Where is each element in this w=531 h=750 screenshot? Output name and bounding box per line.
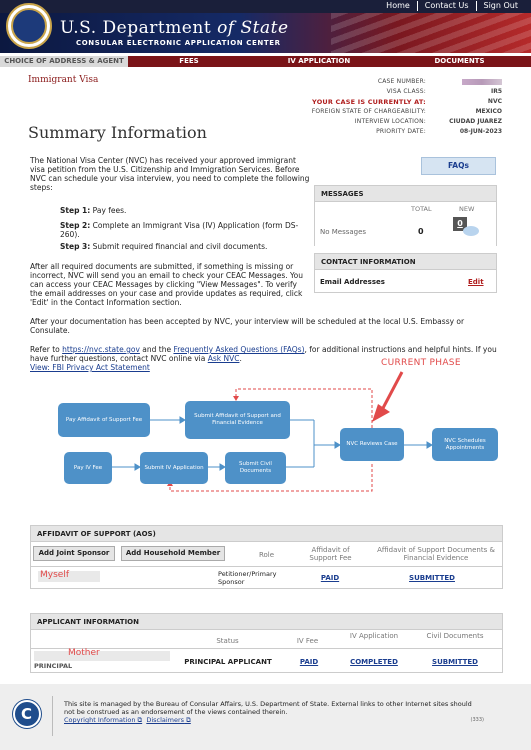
- visa-class-label: VISA CLASS:: [386, 88, 426, 95]
- sponsor-annotation: Myself: [40, 570, 69, 580]
- visa-class-value: IR5: [490, 88, 502, 95]
- flow-submit-aos: Submit Affidavit of Support and Financial Evidence: [185, 401, 290, 439]
- flag-stripes: [331, 13, 531, 53]
- step-3: Step 3: Submit required financial and civil documents.: [60, 242, 268, 251]
- case-status-label: YOUR CASE IS CURRENTLY AT:: [312, 98, 426, 106]
- case-status-value: NVC: [487, 98, 502, 105]
- consular-affairs-logo-icon: [13, 700, 41, 728]
- contact-panel: [314, 253, 497, 293]
- home-link[interactable]: Home: [386, 1, 410, 10]
- section-label: Immigrant Visa: [28, 75, 99, 85]
- copyright-link[interactable]: Copyright Information ⧉: [64, 716, 143, 724]
- case-number-label: CASE NUMBER:: [377, 78, 426, 85]
- applicant-col-documents: Civil Documents: [426, 632, 484, 640]
- case-number-redacted: [462, 79, 502, 85]
- new-messages-count[interactable]: 0: [453, 217, 467, 231]
- interview-location-label: INTERVIEW LOCATION:: [354, 118, 426, 125]
- aos-col-docs: Affidavit of Support Documents & Financial Evidence: [377, 546, 495, 562]
- state-department-seal-icon: [6, 3, 52, 49]
- refer-paragraph: Refer to https://nvc.state.gov and the Frequently Asked Questions (FAQs), for additional instructions and helpful hints. If you have further questions, contact NVC online via Ask NVC. View: FBI Privacy Act Statement: [30, 345, 497, 372]
- priority-date-label: PRIORITY DATE:: [376, 128, 426, 135]
- sponsor-role: Petitioner/Primary Sponsor: [218, 570, 277, 586]
- email-addresses-label: Email Addresses: [320, 278, 385, 286]
- intro-paragraph: The National Visa Center (NVC) has received your approved immigrant visa petition from the U.S. Citizenship and Immigration Services. Before NVC can schedule your visa interview, you need to complete the following steps:: [30, 156, 310, 192]
- documents-paragraph: After all required documents are submitted, if something is missing or incorrect, NVC will send you an email to check your CEAC Messages. You can access your CEAC Messages by clicking "View Messages". To verify the email addresses on your case and provide updates as required, click 'Edit' in the Contact Information section.: [30, 262, 303, 307]
- foreign-state-label: FOREIGN STATE OF CHARGEABILITY:: [311, 108, 426, 115]
- flow-submit-iv-application: Submit IV Application: [140, 452, 208, 484]
- footer-text: This site is managed by the Bureau of Consular Affairs, U.S. Department of State. External links to other Internet sites should not be construed as an endorsement of the views contained therein. Copyright Information ⧉ Disclaimers ⧉ (333): [64, 700, 484, 724]
- site-title: U.S. Department of State: [60, 18, 289, 38]
- aos-fee-status[interactable]: PAID: [320, 574, 340, 582]
- priority-date-value: 08-JUN-2023: [459, 128, 502, 135]
- edit-contact-link[interactable]: Edit: [468, 278, 484, 286]
- footer-code: (333): [470, 717, 484, 723]
- nvc-link[interactable]: https://nvc.state.gov: [62, 345, 140, 354]
- faqs-link[interactable]: Frequently Asked Questions (FAQs): [173, 345, 305, 354]
- current-phase-annotation: CURRENT PHASE: [381, 358, 461, 368]
- flow-pay-iv-fee: Pay IV Fee: [64, 452, 112, 484]
- no-messages-text: No Messages: [320, 228, 367, 236]
- privacy-act-link[interactable]: View: FBI Privacy Act Statement: [30, 363, 150, 372]
- applicant-col-status: Status: [216, 637, 239, 645]
- interview-location-value: CIUDAD JUAREZ: [449, 118, 502, 125]
- add-household-member-button[interactable]: Add Household Member: [121, 546, 225, 561]
- applicant-col-application: IV Application: [349, 632, 399, 640]
- tab-documents[interactable]: DOCUMENTS: [434, 57, 485, 65]
- add-joint-sponsor-button[interactable]: Add Joint Sponsor: [33, 546, 115, 561]
- applicant-name-redacted: [34, 651, 170, 661]
- iv-fee-status[interactable]: PAID: [299, 658, 319, 666]
- site-subtitle: CONSULAR ELECTRONIC APPLICATION CENTER: [76, 39, 281, 47]
- civil-documents-status[interactable]: SUBMITTED: [432, 658, 478, 666]
- applicant-status: PRINCIPAL APPLICANT: [184, 658, 272, 666]
- messages-new-header: NEW: [459, 205, 475, 213]
- messages-total: 0: [418, 227, 424, 236]
- messages-header: MESSAGES: [315, 186, 496, 202]
- step-1: Step 1: Pay fees.: [60, 206, 127, 215]
- tab-fees[interactable]: FEES: [179, 57, 199, 65]
- top-links-bar: [0, 0, 531, 13]
- messages-panel: [314, 185, 497, 246]
- page-title: Summary Information: [28, 123, 207, 142]
- faqs-button[interactable]: FAQs: [421, 157, 496, 175]
- ask-nvc-link[interactable]: Ask NVC: [207, 354, 240, 363]
- tab-choice-of-address[interactable]: CHOICE OF ADDRESS & AGENT: [0, 56, 128, 67]
- sign-out-link[interactable]: Sign Out: [476, 1, 526, 11]
- disclaimers-link[interactable]: Disclaimers ⧉: [146, 716, 191, 724]
- header-banner: [0, 13, 531, 53]
- applicant-header: APPLICANT INFORMATION: [31, 614, 502, 630]
- step-2: Step 2: Complete an Immigrant Visa (IV) Application (form DS-260).: [60, 221, 299, 239]
- applicant-annotation: Mother: [68, 648, 100, 658]
- tab-iv-application[interactable]: IV APPLICATION: [287, 57, 351, 65]
- speech-bubble-icon: [463, 226, 479, 236]
- flow-nvc-reviews-case: NVC Reviews Case: [340, 428, 404, 461]
- aos-col-role: Role: [258, 551, 275, 559]
- contact-header: CONTACT INFORMATION: [315, 254, 496, 270]
- flow-pay-aos-fee: Pay Affidavit of Support Fee: [58, 403, 150, 437]
- footer: [0, 684, 531, 750]
- aos-header: AFFIDAVIT OF SUPPORT (AOS): [31, 526, 502, 542]
- applicant-col-fee: IV Fee: [296, 637, 319, 645]
- contact-us-link[interactable]: Contact Us: [417, 1, 476, 11]
- aos-docs-status[interactable]: SUBMITTED: [409, 574, 455, 582]
- flow-submit-civil-documents: Submit Civil Documents: [225, 452, 286, 484]
- messages-total-header: TOTAL: [411, 205, 432, 213]
- case-info: [242, 77, 502, 137]
- iv-application-status[interactable]: COMPLETED: [350, 658, 398, 666]
- flow-nvc-schedules: NVC Schedules Appointments: [432, 428, 498, 461]
- interview-paragraph: After your documentation has been accepted by NVC, your interview will be scheduled at the local U.S. Embassy or Consulate.: [30, 317, 465, 335]
- aos-col-fee: Affidavit of Support Fee: [309, 546, 352, 562]
- foreign-state-value: MEXICO: [475, 108, 502, 115]
- applicant-principal-label: PRINCIPAL: [34, 662, 73, 670]
- main-nav: [0, 56, 531, 67]
